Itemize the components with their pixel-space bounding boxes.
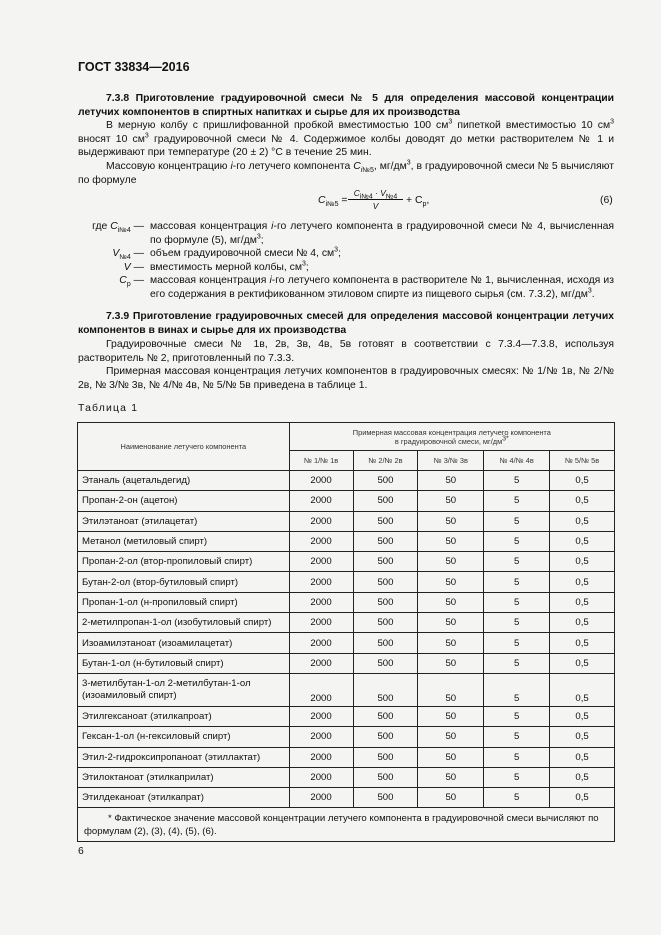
formula-number: (6): [600, 195, 613, 206]
concentration-cell: 5: [484, 471, 550, 491]
section-7-3-8-paragraph-1: В мерную колбу с пришлифованной пробкой вместимостью 100 $см^3$ пипеткой вместимостью 10 $см^3$ вносят 10 $см^3$ градуировочной смеси № 4. Содержимое колбы доводят до метки растворителем № 1 и выдерживают при температуре (20 ± 2) °С в течение 25 мин.: [78, 118, 615, 159]
column-header-mix-3: № 3/№ 3в: [418, 451, 484, 471]
column-header-mix-4: № 4/№ 4в: [484, 451, 550, 471]
concentration-cell: 2000: [289, 592, 353, 612]
table-row: [78, 613, 615, 633]
concentration-cell: 50: [418, 491, 484, 511]
concentration-cell: 500: [353, 613, 418, 633]
concentration-cell: 50: [418, 767, 484, 787]
concentration-cell: 500: [353, 491, 418, 511]
concentration-cell: 0,5: [550, 633, 615, 653]
concentration-cell: 5: [484, 706, 550, 726]
concentration-cell: 5: [484, 491, 550, 511]
table-row: [78, 592, 615, 612]
concentration-cell: 5: [484, 747, 550, 767]
table-caption: Таблица 1: [78, 403, 139, 414]
table-row: [78, 531, 615, 551]
concentration-table: [77, 422, 615, 842]
formula-lhs: $C_{i№5}$ =: [318, 195, 348, 209]
concentration-cell: 0,5: [550, 572, 615, 592]
formula-6: [0, 188, 661, 218]
formula-fraction: [348, 188, 403, 211]
formula-numerator: $C_{i№4} \cdot V_{№4}$: [348, 188, 403, 200]
table-row: [78, 788, 615, 808]
concentration-cell: 5: [484, 552, 550, 572]
concentration-cell: 50: [418, 727, 484, 747]
concentration-cell: 500: [353, 788, 418, 808]
concentration-cell: 0,5: [550, 727, 615, 747]
definition-item: где $C_{i№4}$ — массовая концентрация i-го летучего компонента в градуировочной смеси № 4, вычисленная по формуле (5), $мг/дм^3$;: [92, 221, 614, 246]
concentration-cell: 5: [484, 788, 550, 808]
table-row: [78, 511, 615, 531]
concentration-cell: 5: [484, 727, 550, 747]
section-7-3-9-paragraph-1: Градуировочные смеси № 1в, 2в, 3в, 4в, 5в готовят в соответствии с 7.3.4—7.3.8, используя растворитель № 2, приготовленный по 7.3.3.: [78, 339, 614, 364]
concentration-cell: 500: [353, 633, 418, 653]
concentration-cell: 500: [353, 572, 418, 592]
concentration-cell: 500: [353, 653, 418, 673]
concentration-cell: 50: [418, 788, 484, 808]
concentration-cell: 2000: [289, 653, 353, 673]
concentration-cell: 2000: [289, 572, 353, 592]
concentration-cell: 50: [418, 653, 484, 673]
concentration-cell: 500: [353, 727, 418, 747]
concentration-cell: 2000: [289, 613, 353, 633]
concentration-cell: 5: [484, 613, 550, 633]
concentration-cell: 0,5: [550, 673, 615, 706]
concentration-cell: 2000: [289, 552, 353, 572]
concentration-cell: 50: [418, 531, 484, 551]
concentration-cell: 5: [484, 531, 550, 551]
table-row: [78, 706, 615, 726]
concentration-cell: 5: [484, 572, 550, 592]
concentration-cell: 500: [353, 747, 418, 767]
component-name-cell: Этилдеканоат (этилкапрат): [78, 788, 290, 808]
formula-definitions: [78, 220, 614, 302]
concentration-cell: 0,5: [550, 552, 615, 572]
column-header-mix-1: № 1/№ 1в: [289, 451, 353, 471]
component-name-cell: Метанол (метиловый спирт): [78, 531, 290, 551]
concentration-cell: 2000: [289, 727, 353, 747]
component-name-cell: Изоамилэтаноат (изоамилацетат): [78, 633, 290, 653]
concentration-cell: 2000: [289, 706, 353, 726]
table-row: [78, 552, 615, 572]
definition-item: V — вместимость мерной колбы, $см^3$;: [123, 260, 309, 273]
concentration-cell: 0,5: [550, 653, 615, 673]
concentration-cell: 2000: [289, 633, 353, 653]
concentration-cell: 50: [418, 673, 484, 706]
concentration-cell: 0,5: [550, 706, 615, 726]
concentration-cell: 2000: [289, 531, 353, 551]
definition-item: $V_{№4}$ — объем градуировочной смеси № 4, $см^3$;: [112, 246, 341, 262]
component-name-cell: Гексан-1-ол (н-гексиловый спирт): [78, 727, 290, 747]
component-name-cell: Бутан-1-ол (н-бутиловый спирт): [78, 653, 290, 673]
component-name-cell: Этилоктаноат (этилкаприлат): [78, 767, 290, 787]
component-name-cell: Этил-2-гидроксипропаноат (этиллактат): [78, 747, 290, 767]
concentration-cell: 0,5: [550, 531, 615, 551]
concentration-cell: 500: [353, 531, 418, 551]
concentration-cell: 2000: [289, 471, 353, 491]
concentration-cell: 5: [484, 633, 550, 653]
table-row: [78, 767, 615, 787]
concentration-cell: 50: [418, 633, 484, 653]
section-7-3-8-paragraph-2: Массовую концентрацию i-го летучего компонента $C_{i№5}$, $мг/дм^3$, в градуировочной смеси № 5 вычисляют по формуле: [78, 159, 614, 186]
concentration-cell: 2000: [289, 673, 353, 706]
column-header-component: Наименование летучего компонента: [78, 423, 290, 471]
concentration-cell: 500: [353, 471, 418, 491]
component-name-cell: Пропан-2-он (ацетон): [78, 491, 290, 511]
concentration-cell: 0,5: [550, 511, 615, 531]
formula-rhs: + $C_p$,: [406, 195, 430, 209]
concentration-cell: 0,5: [550, 471, 615, 491]
table-row: [78, 653, 615, 673]
component-name-cell: Этаналь (ацетальдегид): [78, 471, 290, 491]
table-row: [78, 572, 615, 592]
concentration-cell: 50: [418, 592, 484, 612]
table-row: [78, 747, 615, 767]
concentration-cell: 0,5: [550, 613, 615, 633]
concentration-cell: 5: [484, 673, 550, 706]
page-number: 6: [78, 846, 84, 857]
component-name-cell: Этилгексаноат (этилкапроат): [78, 706, 290, 726]
concentration-cell: 2000: [289, 788, 353, 808]
table-footnote: * Фактическое значение массовой концентрации летучего компонента в градуировочной смеси вычисляют по формулам (2), (3), (4), (5), (6).: [78, 808, 615, 842]
component-name-cell: Пропан-1-ол (н-пропиловый спирт): [78, 592, 290, 612]
table-row: [78, 471, 615, 491]
concentration-cell: 50: [418, 552, 484, 572]
concentration-cell: 2000: [289, 511, 353, 531]
formula-denominator: V: [372, 201, 379, 211]
concentration-cell: 2000: [289, 491, 353, 511]
section-7-3-9-paragraph-2: Примерная массовая концентрация летучих компонентов в градуировочных смесях: № 1/№ 1в, № 2/№ 2в, № 3/№ 3в, № 4/№ 4в, № 5/№ 5в приведена в таблице 1.: [78, 366, 614, 391]
component-name-cell: 2-метилпропан-1-ол (изобутиловый спирт): [78, 613, 290, 633]
table-row: [78, 727, 615, 747]
concentration-cell: 2000: [289, 747, 353, 767]
section-7-3-8-heading: 7.3.8 Приготовление градуировочной смеси № 5 для определения массовой концентрации летучих компонентов в спиртных напитках и сырье для их производства: [78, 93, 614, 118]
concentration-cell: 5: [484, 592, 550, 612]
concentration-cell: 5: [484, 511, 550, 531]
concentration-cell: 50: [418, 706, 484, 726]
concentration-cell: 0,5: [550, 491, 615, 511]
concentration-cell: 0,5: [550, 592, 615, 612]
component-name-cell: 3-метилбутан-1-ол 2-метилбутан-1-ол (изоамиловый спирт): [78, 673, 290, 706]
component-name-cell: Этилэтаноат (этилацетат): [78, 511, 290, 531]
column-header-mix-5: № 5/№ 5в: [550, 451, 615, 471]
component-name-cell: Бутан-2-ол (втор-бутиловый спирт): [78, 572, 290, 592]
concentration-cell: 50: [418, 613, 484, 633]
concentration-cell: 50: [418, 572, 484, 592]
concentration-cell: 500: [353, 592, 418, 612]
concentration-cell: 500: [353, 552, 418, 572]
concentration-cell: 500: [353, 673, 418, 706]
concentration-cell: 0,5: [550, 767, 615, 787]
concentration-cell: 2000: [289, 767, 353, 787]
table-row: [78, 491, 615, 511]
column-group-header: Примерная массовая концентрация летучего компонента в градуировочной смеси, $мг/дм^{3*}$: [289, 423, 614, 451]
concentration-cell: 50: [418, 747, 484, 767]
concentration-cell: 0,5: [550, 747, 615, 767]
concentration-cell: 500: [353, 767, 418, 787]
concentration-cell: 500: [353, 511, 418, 531]
table-row: [78, 633, 615, 653]
concentration-cell: 5: [484, 767, 550, 787]
concentration-cell: 50: [418, 471, 484, 491]
concentration-cell: 0,5: [550, 788, 615, 808]
definition-item: $C_p$ — массовая концентрация i-го летучего компонента в растворителе № 1, вычисленная, исходя из его содержания в ректификованном этиловом спирте из пищевого сырья (см. 7.3.2), $мг/дм^3$.: [119, 275, 614, 300]
column-header-mix-2: № 2/№ 2в: [353, 451, 418, 471]
component-name-cell: Пропан-2-ол (втор-пропиловый спирт): [78, 552, 290, 572]
table-row: [78, 673, 615, 706]
concentration-cell: 500: [353, 706, 418, 726]
document-header: ГОСТ 33834—2016: [78, 60, 190, 74]
section-7-3-9-heading: 7.3.9 Приготовление градуировочных смесей для определения массовой концентрации летучих компонентов в винах и сырье для их производства: [78, 311, 614, 336]
concentration-cell: 50: [418, 511, 484, 531]
concentration-cell: 5: [484, 653, 550, 673]
